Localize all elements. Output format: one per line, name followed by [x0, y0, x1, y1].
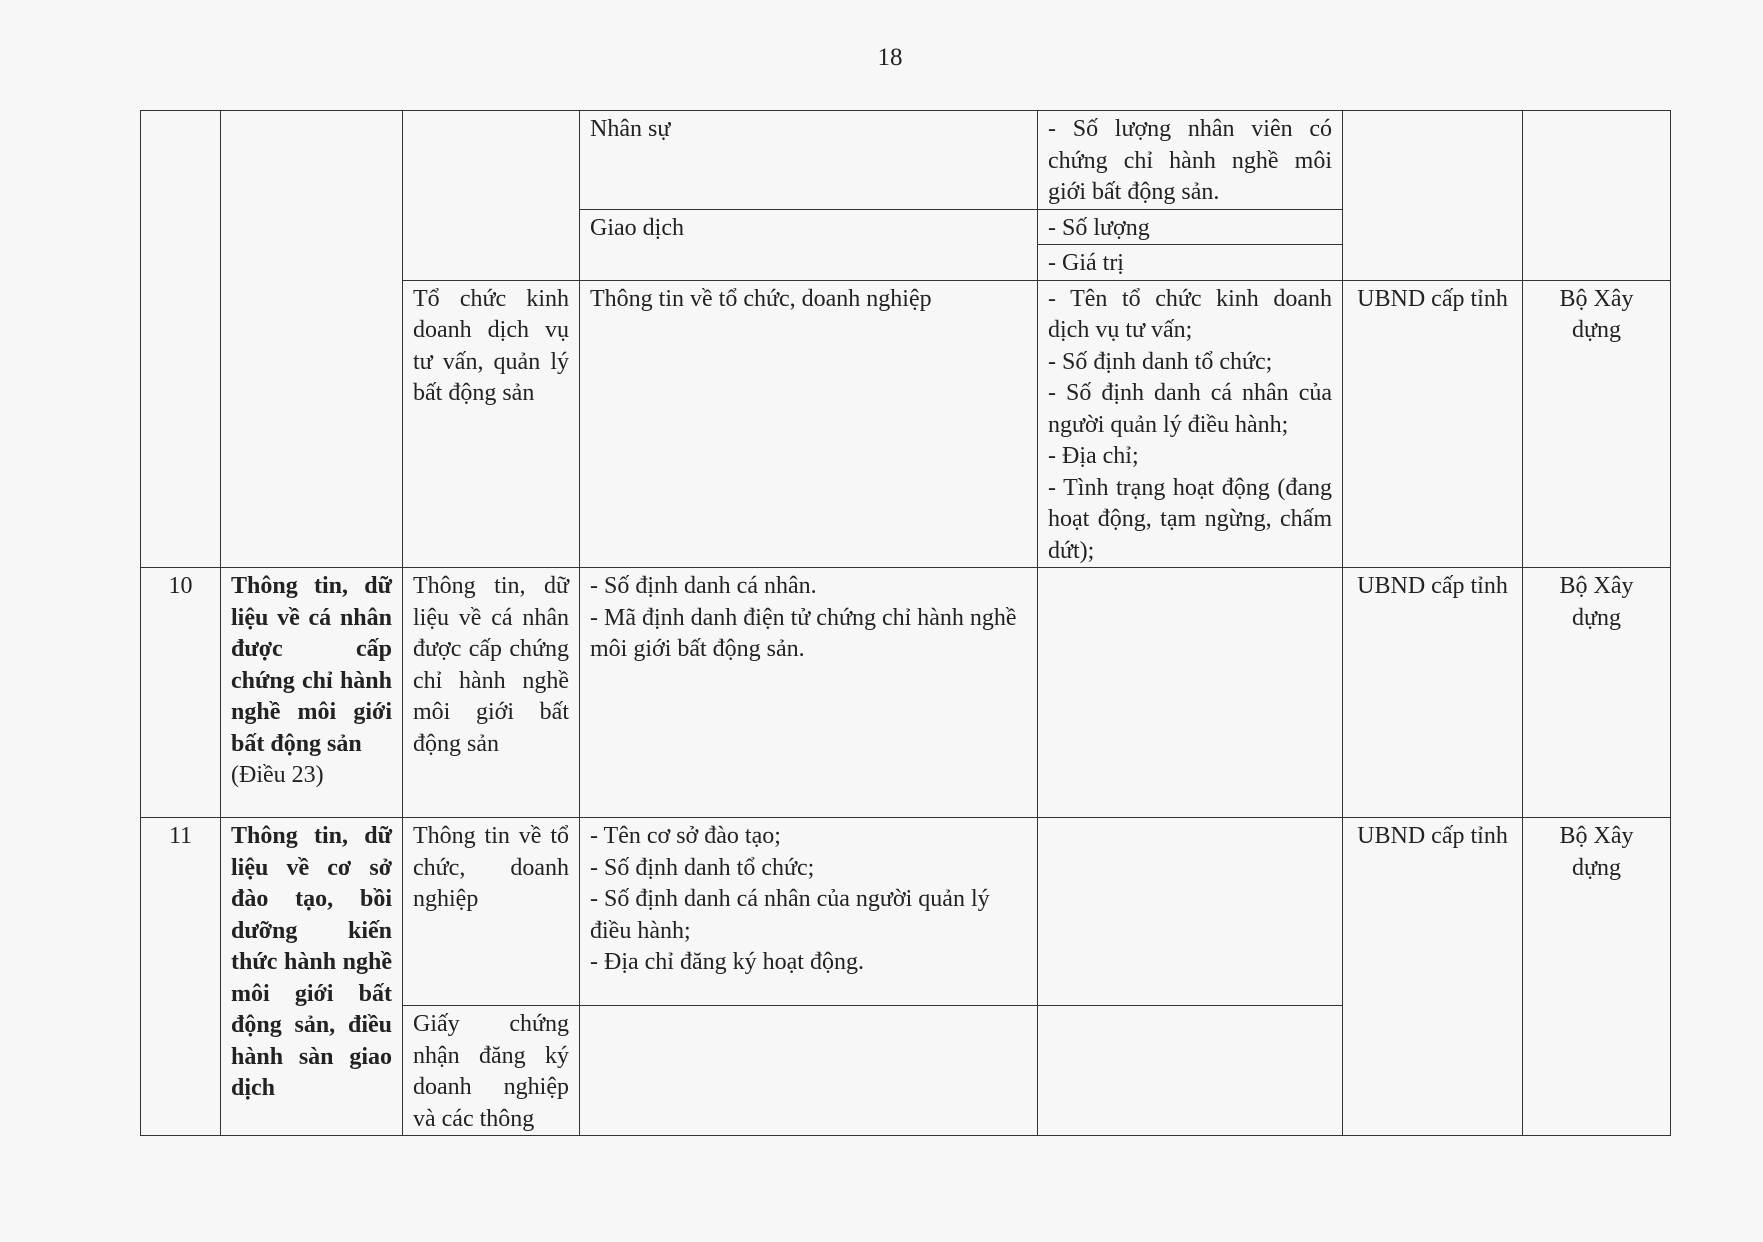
cell-manager-10: Bộ Xây dựng	[1523, 568, 1671, 818]
cell-detail-10	[1038, 568, 1343, 818]
field-line: - Số định danh tổ chức;	[590, 854, 815, 881]
cell-field-to-chuc: Thông tin về tổ chức, doanh nghiệp	[580, 280, 1038, 568]
field-line: - Số định danh cá nhân.	[590, 573, 817, 599]
cell-no-continued	[141, 111, 221, 568]
cell-detail-to-chuc	[1038, 280, 1343, 568]
table-row-nhan-su	[141, 111, 1671, 210]
cell-no-10: 10	[141, 568, 221, 818]
page-number: 18	[877, 44, 903, 71]
cell-title-10	[221, 568, 403, 818]
cell-subject-10: Thông tin, dữ liệu về cá nhân được cấp chứng chỉ hành nghề môi giới bất động sản	[403, 568, 580, 818]
cell-subject-11-b: Giấy chứng nhận đăng ký doanh nghiệp và các thông	[403, 1006, 580, 1136]
cell-detail-11-b	[1038, 1006, 1343, 1136]
cell-field-giao-dich: Giao dịch	[580, 209, 1038, 280]
field-line: - Số định danh cá nhân của người quản lý điều hành;	[590, 886, 990, 944]
cell-manager-to-chuc: Bộ Xây dựng	[1523, 280, 1671, 568]
field-line: - Địa chỉ đăng ký hoạt động.	[590, 949, 864, 975]
cell-detail-gia-tri: - Giá trị	[1038, 245, 1343, 281]
cell-manager-continued	[1523, 111, 1671, 281]
table-row-11	[141, 818, 1671, 1006]
detail-line: - Số định danh tổ chức;	[1048, 348, 1273, 375]
detail-line: - Số định danh cá nhân của người quản lý điều hành;	[1048, 380, 1332, 438]
cell-no-11: 11	[141, 818, 221, 1136]
cell-field-11-b	[580, 1006, 1038, 1136]
cell-manager-11: Bộ Xây dựng	[1523, 818, 1671, 1136]
cell-provider-11: UBND cấp tỉnh	[1343, 818, 1523, 1136]
cell-field-11	[580, 818, 1038, 1006]
cell-provider-continued	[1343, 111, 1523, 281]
cell-subject-continued	[403, 111, 580, 281]
cell-title-continued	[221, 111, 403, 568]
cell-subject-to-chuc: Tổ chức kinh doanh dịch vụ tư vấn, quản lý bất động sản	[403, 280, 580, 568]
cell-detail-nhan-su	[1038, 111, 1343, 210]
field-line: - Tên cơ sở đào tạo;	[590, 823, 781, 849]
detail-line: - Địa chỉ;	[1048, 443, 1139, 469]
cell-detail-11-a	[1038, 818, 1343, 1006]
cell-title-11	[221, 818, 403, 1136]
cell-subject-11-a: Thông tin về tổ chức, doanh nghiệp	[403, 818, 580, 1006]
table-row-10	[141, 568, 1671, 818]
field-line: - Mã định danh điện tử chứng chỉ hành nghề môi giới bất động sản.	[590, 604, 1017, 662]
cell-provider-to-chuc: UBND cấp tỉnh	[1343, 280, 1523, 568]
data-table	[140, 110, 1671, 1136]
detail-line: - Tên tổ chức kinh doanh dịch vụ tư vấn;	[1048, 285, 1332, 343]
cell-field-10	[580, 568, 1038, 818]
row-title-ref: (Điều 23)	[231, 762, 324, 788]
row-title: Thông tin, dữ liệu về cơ sở đào tạo, bồi dưỡng kiến thức hành nghề môi giới bất động sản, điều hành sàn giao dịch	[231, 823, 392, 1101]
row-title: Thông tin, dữ liệu về cá nhân được cấp chứng chỉ hành nghề môi giới bất động sản	[231, 573, 392, 757]
cell-provider-10: UBND cấp tỉnh	[1343, 568, 1523, 818]
detail-line: - Tình trạng hoạt động (đang hoạt động, tạm ngừng, chấm dứt);	[1048, 474, 1332, 564]
cell-detail-so-luong: - Số lượng	[1038, 209, 1343, 245]
cell-field-nhan-su: Nhân sự	[580, 111, 1038, 210]
detail-line: - Số lượng nhân viên có chứng chỉ hành nghề môi giới bất động sản.	[1048, 116, 1332, 205]
